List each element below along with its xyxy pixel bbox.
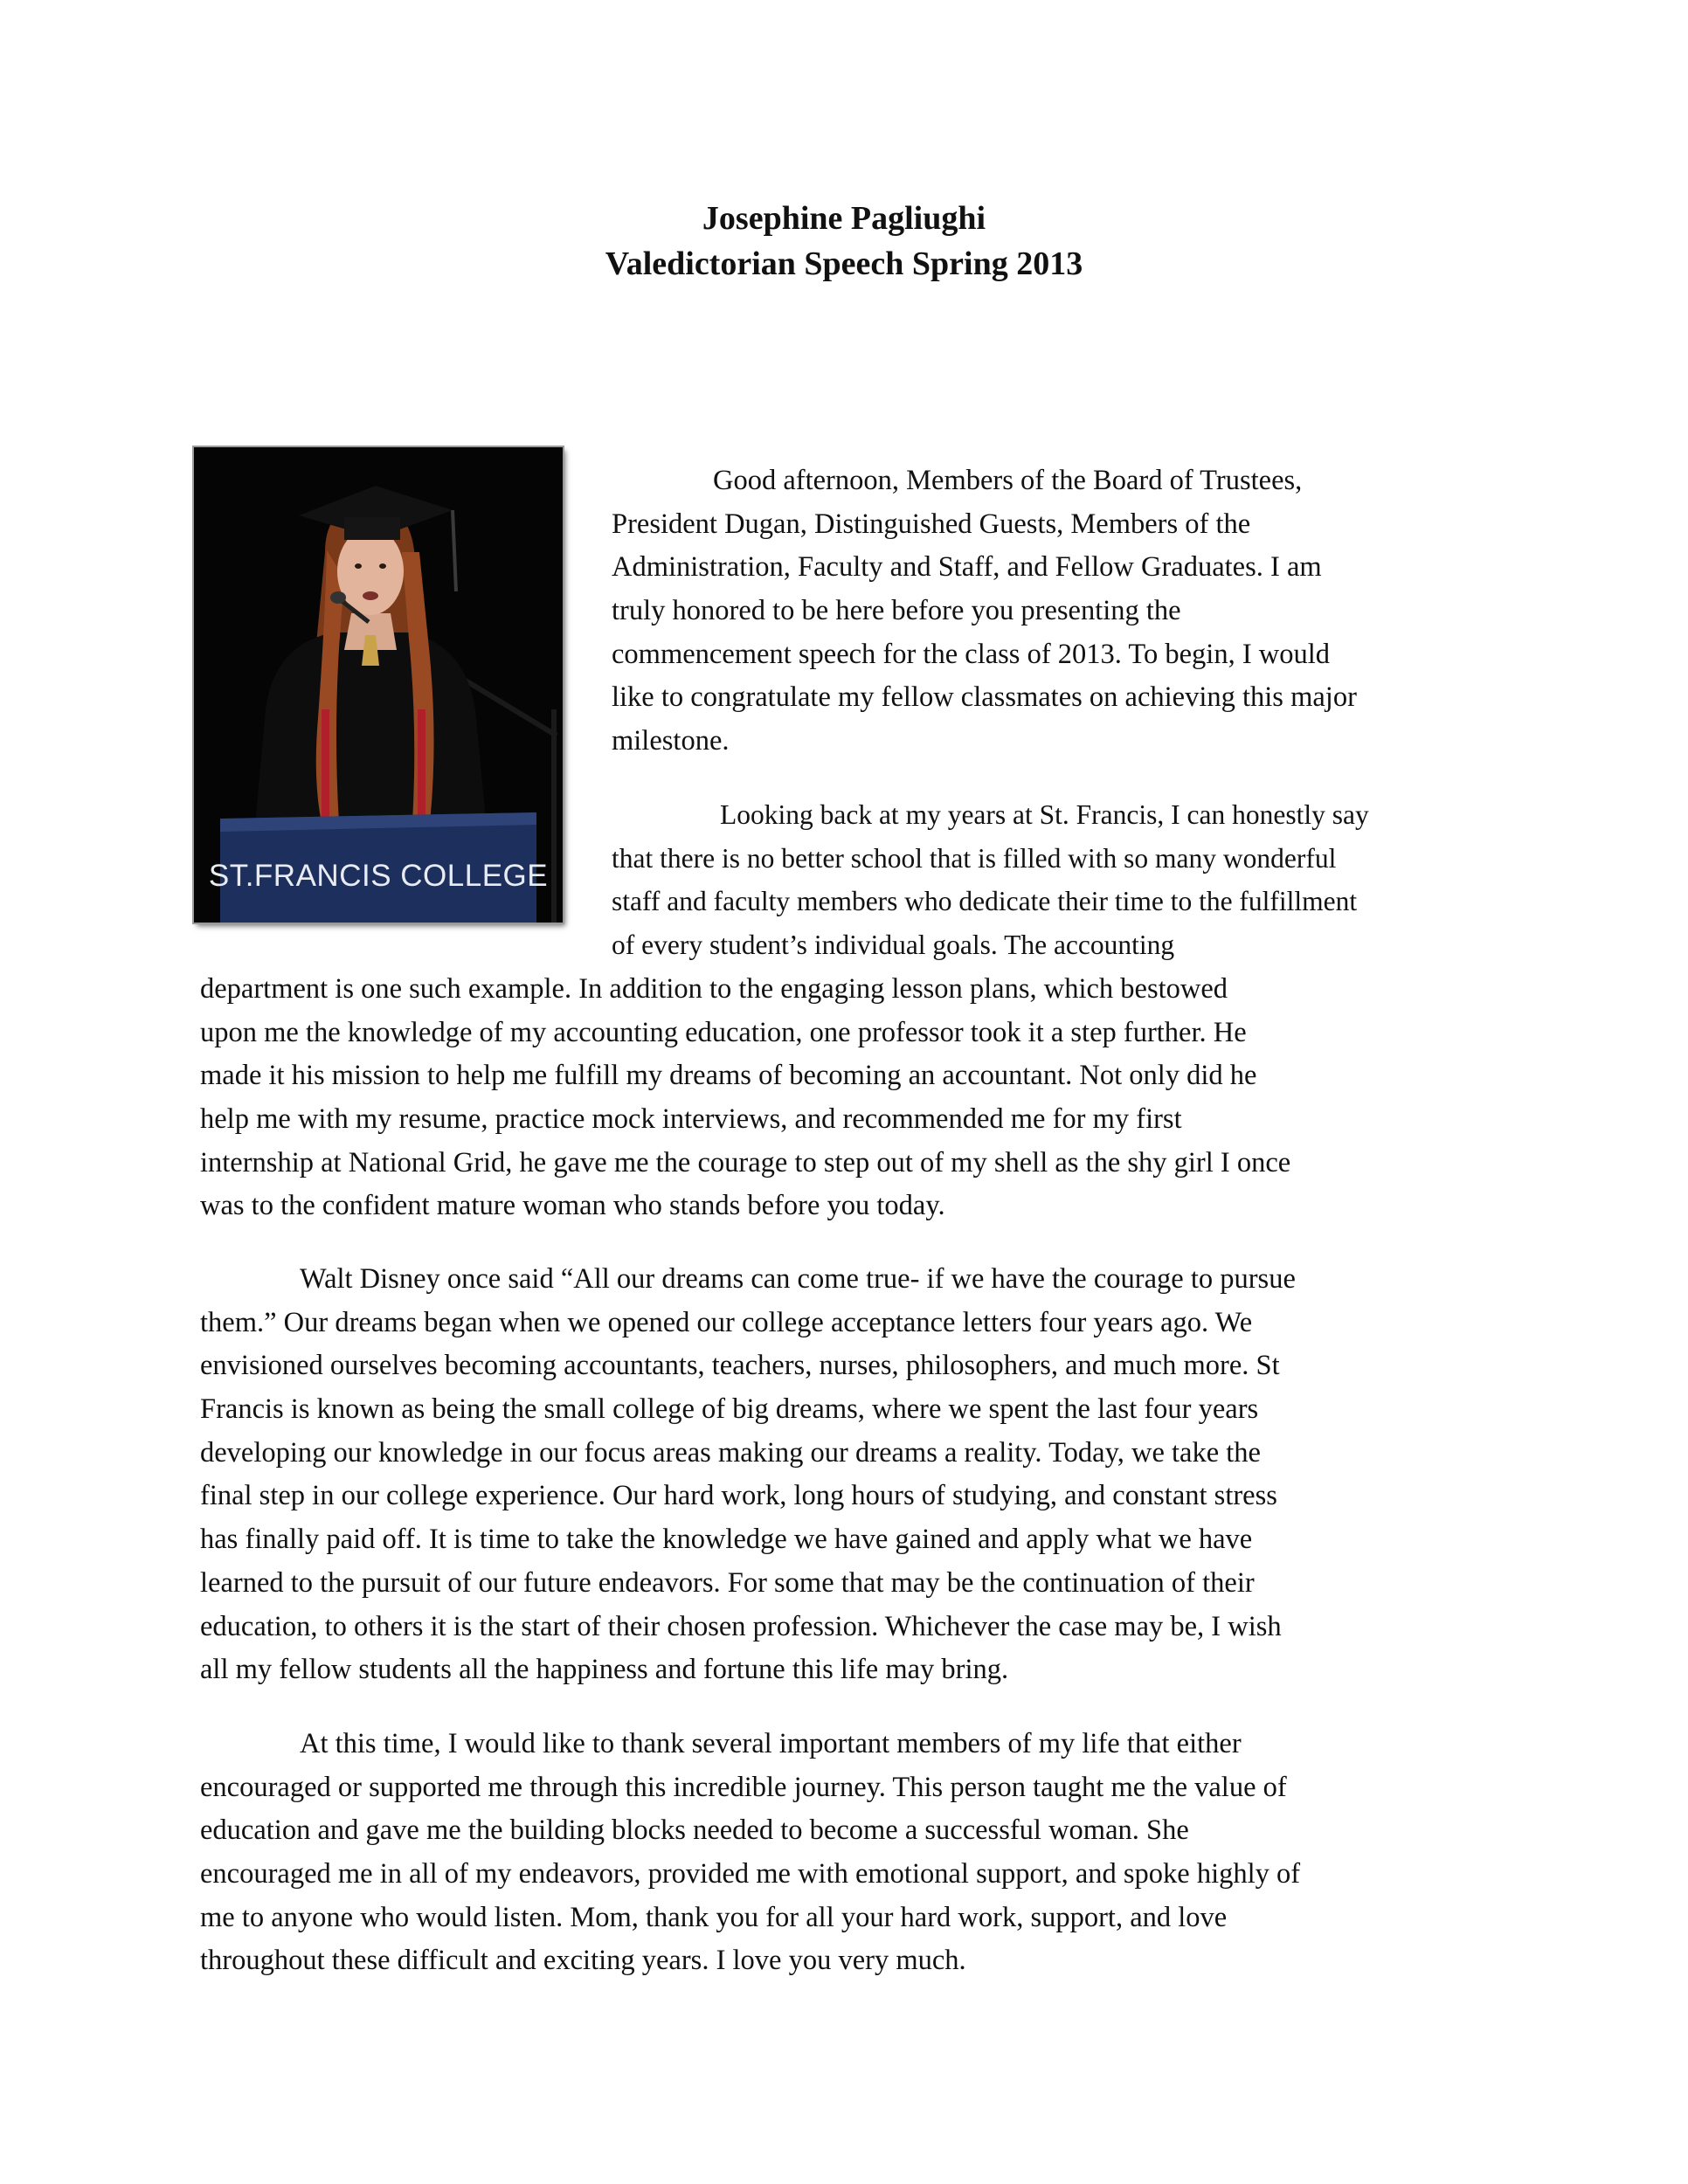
text-line: department is one such example. In addition to the engaging lesson plans, which bestowed xyxy=(200,973,1228,1005)
text-line: that there is no better school that is filled with so many wonderful xyxy=(612,842,1337,874)
text-line: staff and faculty members who dedicate their time to the fulfillment xyxy=(612,886,1358,917)
text-line: throughout these difficult and exciting years. I love you very much. xyxy=(200,1945,966,1977)
text-line: final step in our college experience. Our hard work, long hours of studying, and constant stress xyxy=(200,1480,1277,1512)
text-line: milestone. xyxy=(612,725,730,757)
text-line: envisioned ourselves becoming accountants, teachers, nurses, philosophers, and much more. St xyxy=(200,1350,1280,1382)
text-line: developing our knowledge in our focus areas making our dreams a reality. Today, we take the xyxy=(200,1436,1261,1469)
text-line: encouraged me in all of my endeavors, provided me with emotional support, and spoke highly of xyxy=(200,1858,1301,1890)
text-line: President Dugan, Distinguished Guests, Members of the xyxy=(612,508,1251,540)
paragraph-2-wrapped xyxy=(612,793,1369,967)
paragraph-3 xyxy=(200,1258,1296,1692)
text-line: Francis is known as being the small college of big dreams, where we spent the last four years xyxy=(200,1393,1259,1426)
paragraph-2-continued xyxy=(200,968,1290,1228)
text-line: commencement speech for the class of 2013. To begin, I would xyxy=(612,638,1331,670)
paragraph-1 xyxy=(612,460,1357,764)
text-line: Looking back at my years at St. Francis, I can honestly say xyxy=(720,799,1369,830)
text-line: internship at National Grid, he gave me the courage to step out of my shell as the shy girl I once xyxy=(200,1146,1291,1178)
text-line: At this time, I would like to thank several important members of my life that either xyxy=(300,1728,1242,1759)
text-line: all my fellow students all the happiness and fortune this life may bring. xyxy=(200,1654,1009,1686)
text-line: has finally paid off. It is time to take the knowledge we have gained and apply what we have xyxy=(200,1524,1253,1556)
text-line: learned to the pursuit of our future endeavors. For some that may be the continuation of their xyxy=(200,1566,1255,1599)
speaker-photo xyxy=(194,447,563,923)
text-line: education and gave me the building blocks needed to become a successful woman. She xyxy=(200,1814,1189,1847)
paragraph-4 xyxy=(200,1723,1300,1983)
text-line: help me with my resume, practice mock interviews, and recommended me for my first xyxy=(200,1103,1182,1136)
document-subtitle: Valedictorian Speech Spring 2013 xyxy=(605,245,1083,282)
text-line: them.” Our dreams began when we opened our college acceptance letters four years ago. We xyxy=(200,1306,1253,1338)
text-line: of every student’s individual goals. The accounting xyxy=(612,930,1175,961)
podium-logo-text: ST.FRANCIS COLLEGE xyxy=(208,859,549,893)
document-title: Josephine Pagliughi xyxy=(702,200,986,237)
text-line: made it his mission to help me fulfill my dreams of becoming an accountant. Not only did he xyxy=(200,1060,1257,1092)
text-line: upon me the knowledge of my accounting education, one professor took it a step further. He xyxy=(200,1016,1247,1048)
text-line: like to congratulate my fellow classmates on achieving this major xyxy=(612,681,1357,714)
text-line: Walt Disney once said “All our dreams can come true- if we have the courage to pursue xyxy=(300,1263,1296,1295)
text-line: me to anyone who would listen. Mom, thank you for all your hard work, support, and love xyxy=(200,1901,1228,1933)
text-line: was to the confident mature woman who stands before you today. xyxy=(200,1190,945,1222)
text-line: education, to others it is the start of their chosen profession. Whichever the case may be, I wish xyxy=(200,1610,1282,1642)
text-line: Administration, Faculty and Staff, and Fellow Graduates. I am xyxy=(612,551,1322,584)
text-line: Good afternoon, Members of the Board of Trustees, xyxy=(713,465,1303,496)
text-line: truly honored to be here before you presenting the xyxy=(612,595,1181,627)
text-line: encouraged or supported me through this incredible journey. This person taught me the value of xyxy=(200,1771,1287,1803)
